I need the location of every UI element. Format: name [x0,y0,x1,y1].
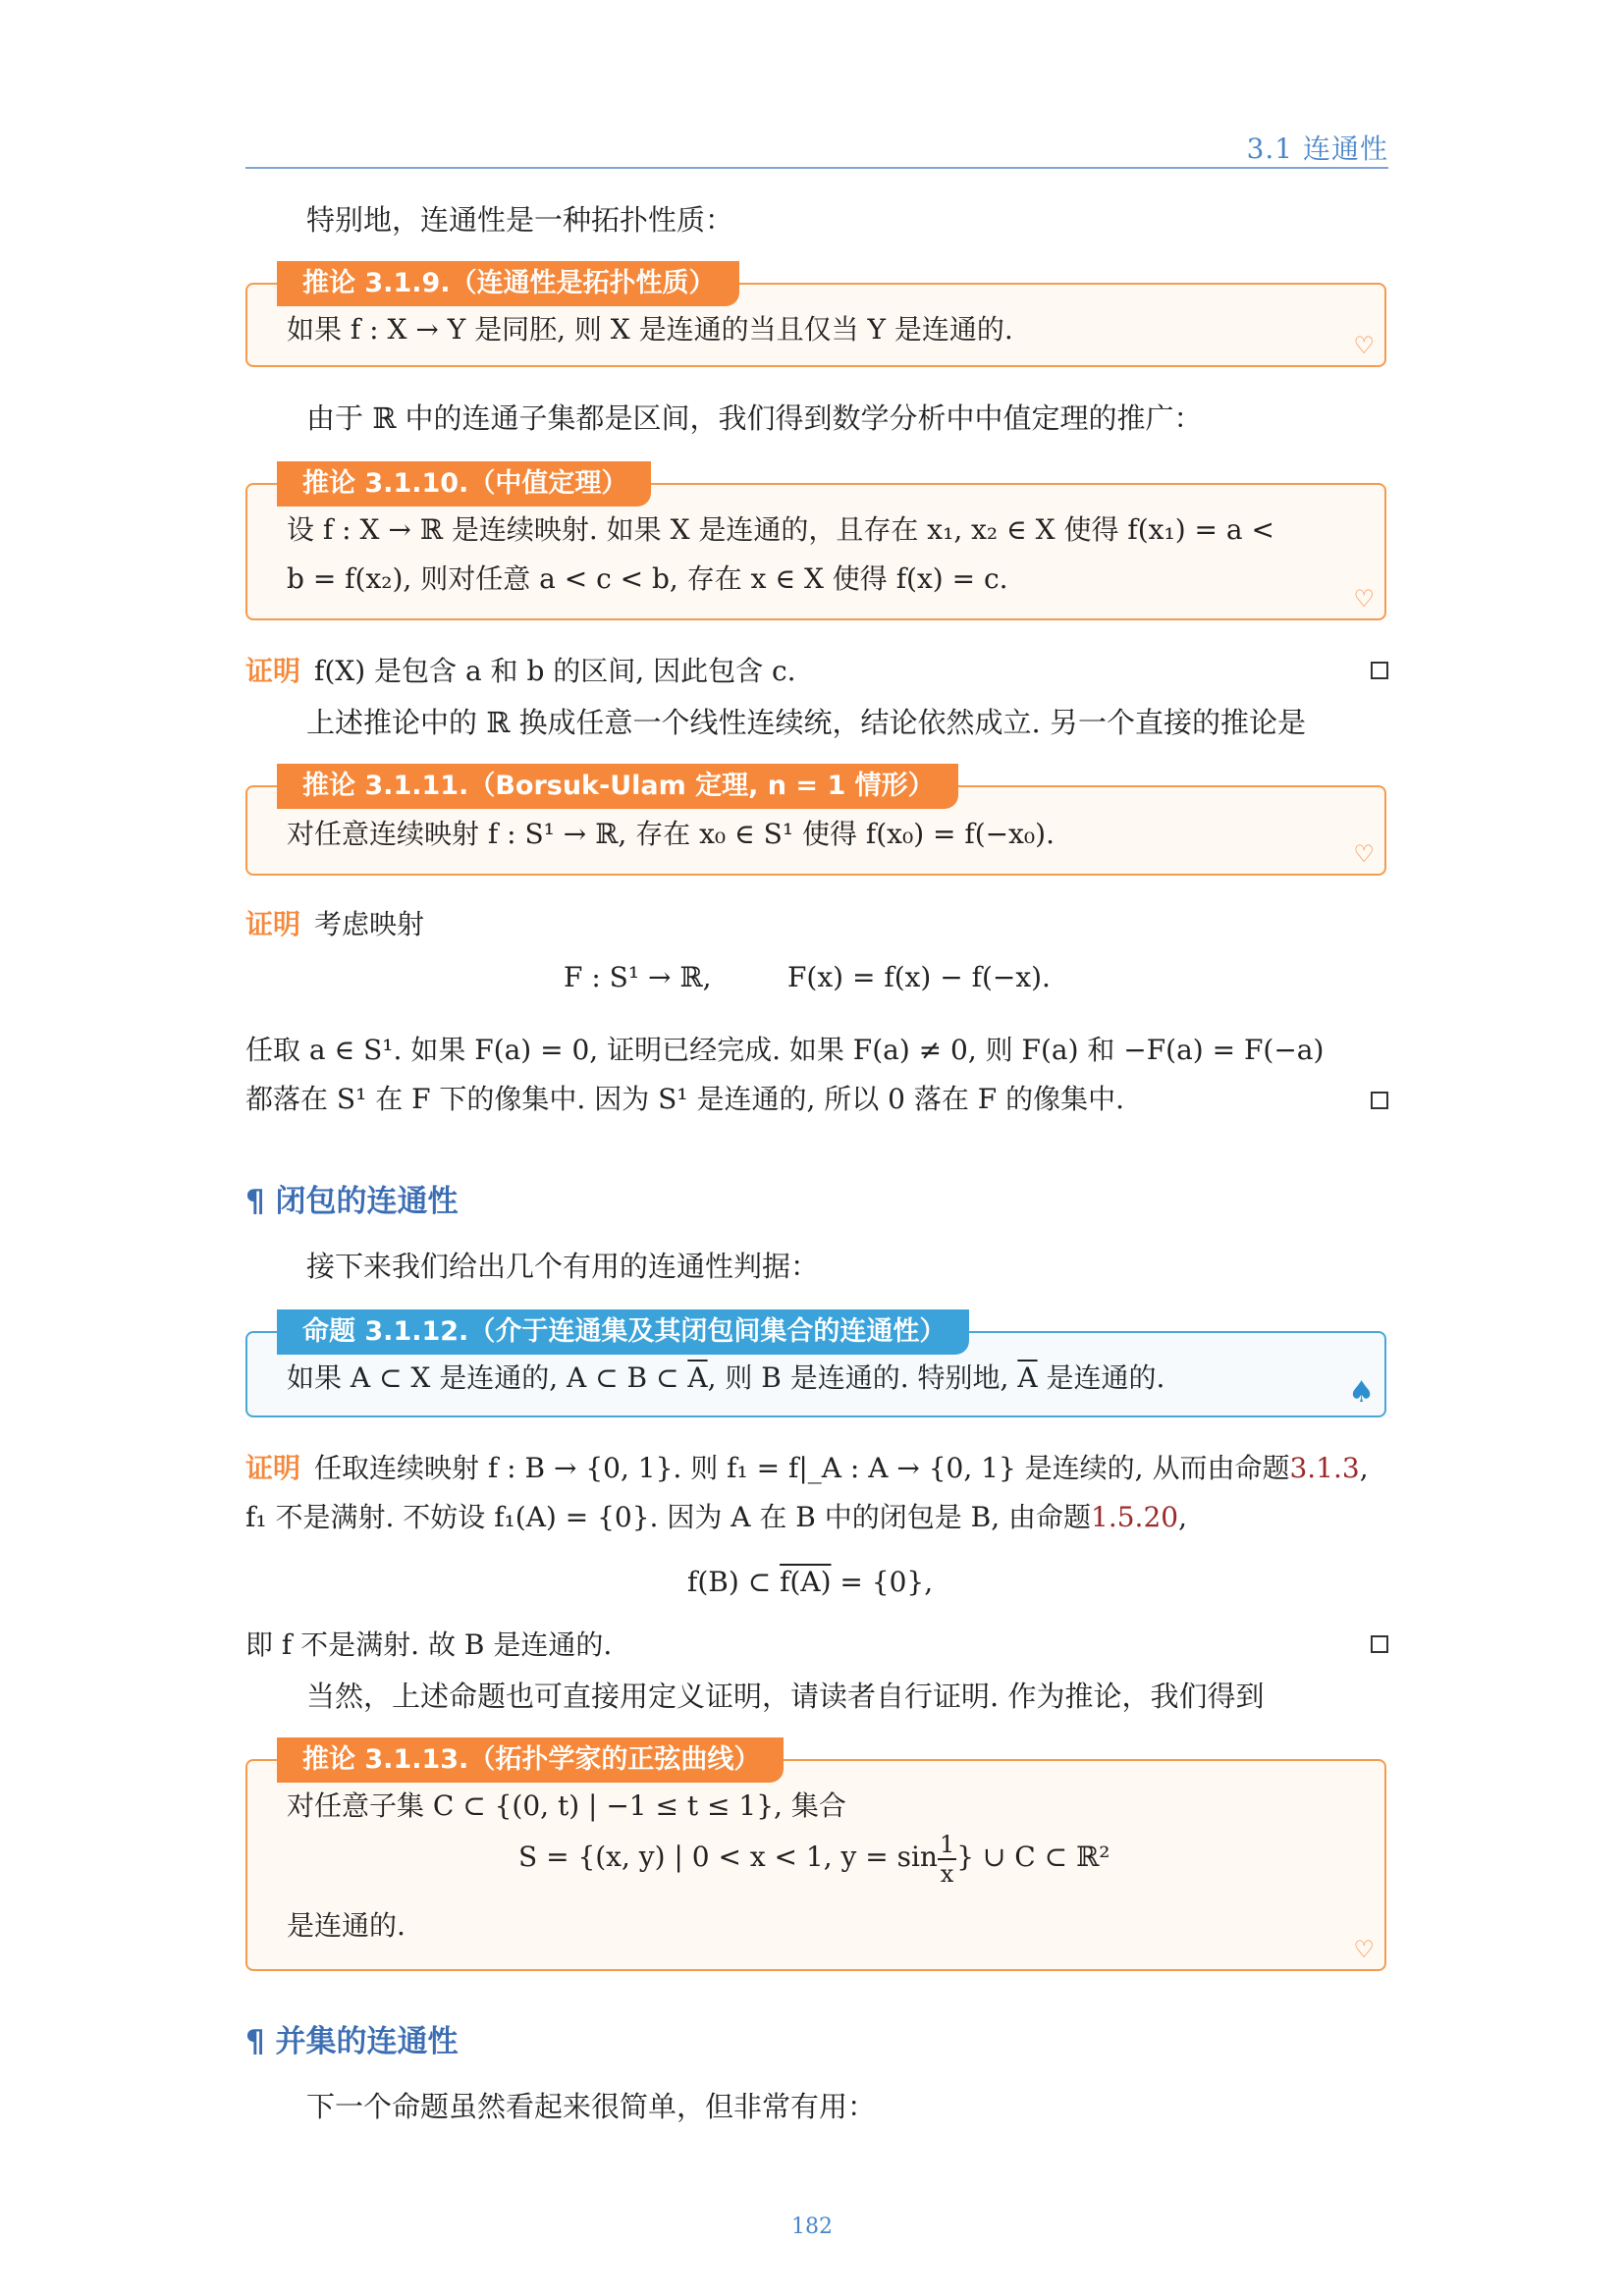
corollary-3-1-13-line-3: 是连通的. [287,1909,406,1942]
intro-paragraph-2: 由于 ℝ 中的连通子集都是区间，我们得到数学分析中中值定理的推广： [306,401,1203,435]
heart-icon: ♡ [1353,840,1375,868]
running-header [245,124,1388,169]
proof-1 [245,652,796,691]
fraction: $\frac{1}{x}$ [939,1830,955,1888]
corollary-3-1-9-text: 如果 f : X → Y 是同胚, 则 X 是连通的当且仅当 Y 是连通的. [287,313,1013,346]
proof-label: 证明 [245,908,301,940]
proof-2-formula-left: F : S¹ → ℝ, [564,961,712,993]
proof-label: 证明 [245,1452,301,1484]
section-heading-closure: ¶ 闭包的连通性 [245,1184,459,1219]
page-number: 182 [791,2215,833,2239]
proof-2-text: 考虑映射 [314,908,425,940]
corollary-3-1-10-box [245,468,1386,620]
proof-3-formula: f(B) ⊂ f(A) = {0}, [687,1566,934,1598]
header-section-title: 3.1 连通性 [1246,133,1388,165]
proof-1-text: f(X) 是包含 a 和 b 的区间, 因此包含 c. [314,655,796,687]
proof-2-line-1: 任取 a ∈ S¹. 如果 F(a) = 0, 证明已经完成. 如果 F(a) ≠ 0, 则 F(a) 和 −F(a) = F(−a) [245,1034,1325,1066]
reference-link-1-5-20[interactable]: 1.5.20 [1091,1501,1179,1533]
corollary-3-1-13-box [245,1744,1386,1971]
corollary-3-1-9-title: 推论 3.1.9.（连通性是拓扑性质） [277,261,739,306]
proof-3-line-1: 证明 任取连续映射 f : B → {0, 1}. 则 f₁ = f|_A : A → {0, 1} 是连续的, 从而由命题3.1.3, [245,1452,1369,1484]
corollary-3-1-13-formula: S = {(x, y) | 0 < x < 1, y = sin $\frac{1}{x}$ } ∪ C ⊂ ℝ² [518,1830,1110,1888]
intro-paragraph-3: 上述推论中的 ℝ 换成任意一个线性连续统，结论依然成立. 另一个直接的推论是 [306,706,1306,739]
proposition-3-1-12-title: 命题 3.1.12.（介于连通集及其闭包间集合的连通性） [277,1309,969,1355]
heart-icon: ♡ [1353,585,1375,613]
qed-icon [1371,662,1388,679]
corollary-3-1-9-box [245,268,1386,367]
proposition-3-1-12-box [245,1316,1386,1417]
corollary-3-1-10-line-1: 设 f : X → ℝ 是连续映射. 如果 X 是连通的，且存在 x₁, x₂ ∈ X 使得 f(x₁) = a < [287,513,1274,546]
corollary-3-1-11-text: 对任意连续映射 f : S¹ → ℝ, 存在 x₀ ∈ S¹ 使得 f(x₀) = f(−x₀). [287,818,1055,850]
qed-icon [1371,1635,1388,1653]
intro-paragraph-1: 特别地，连通性是一种拓扑性质： [306,203,734,237]
intro-paragraph-6: 下一个命题虽然看起来很简单，但非常有用： [306,2090,877,2123]
proof-2-formula-right: F(x) = f(x) − f(−x). [787,961,1051,993]
proof-label: 证明 [245,655,301,687]
proof-2-intro [245,905,424,944]
spade-icon: ♠ [1348,1375,1375,1410]
section-heading-union: ¶ 并集的连通性 [245,2024,459,2059]
corollary-3-1-10-line-2: b = f(x₂), 则对任意 a < c < b, 存在 x ∈ X 使得 f(x) = c. [287,562,1008,595]
corollary-3-1-10-title: 推论 3.1.10.（中值定理） [277,461,651,507]
corollary-3-1-13-line-1: 对任意子集 C ⊂ {(0, t) | −1 ≤ t ≤ 1}, 集合 [287,1789,846,1822]
reference-link-3-1-3[interactable]: 3.1.3 [1289,1452,1360,1484]
qed-icon [1371,1092,1388,1109]
proposition-3-1-12-text: 如果 A ⊂ X 是连通的, A ⊂ B ⊂ $\overline{A}$, 则 B 是连通的. 特别地, $\overline{A}$ 是连通的. [287,1362,1165,1394]
corollary-3-1-11-box [245,771,1386,876]
proof-3-line-3: 即 f 不是满射. 故 B 是连通的. [245,1629,613,1661]
heart-icon: ♡ [1353,332,1375,359]
intro-paragraph-4: 接下来我们给出几个有用的连通性判据： [306,1250,820,1283]
heart-icon: ♡ [1353,1936,1375,1963]
corollary-3-1-11-title: 推论 3.1.11.（Borsuk-Ulam 定理, n = 1 情形） [277,764,958,809]
proof-3-line-2: f₁ 不是满射. 不妨设 f₁(A) = {0}. 因为 A 在 B 中的闭包是 B, 由命题1.5.20, [245,1501,1187,1533]
corollary-3-1-13-title: 推论 3.1.13.（拓扑学家的正弦曲线） [277,1737,784,1783]
proof-2-line-2: 都落在 S¹ 在 F 下的像集中. 因为 S¹ 是连通的, 所以 0 落在 F 的像集中. [245,1083,1124,1115]
intro-paragraph-5: 当然，上述命题也可直接用定义证明，请读者自行证明. 作为推论，我们得到 [306,1680,1265,1713]
